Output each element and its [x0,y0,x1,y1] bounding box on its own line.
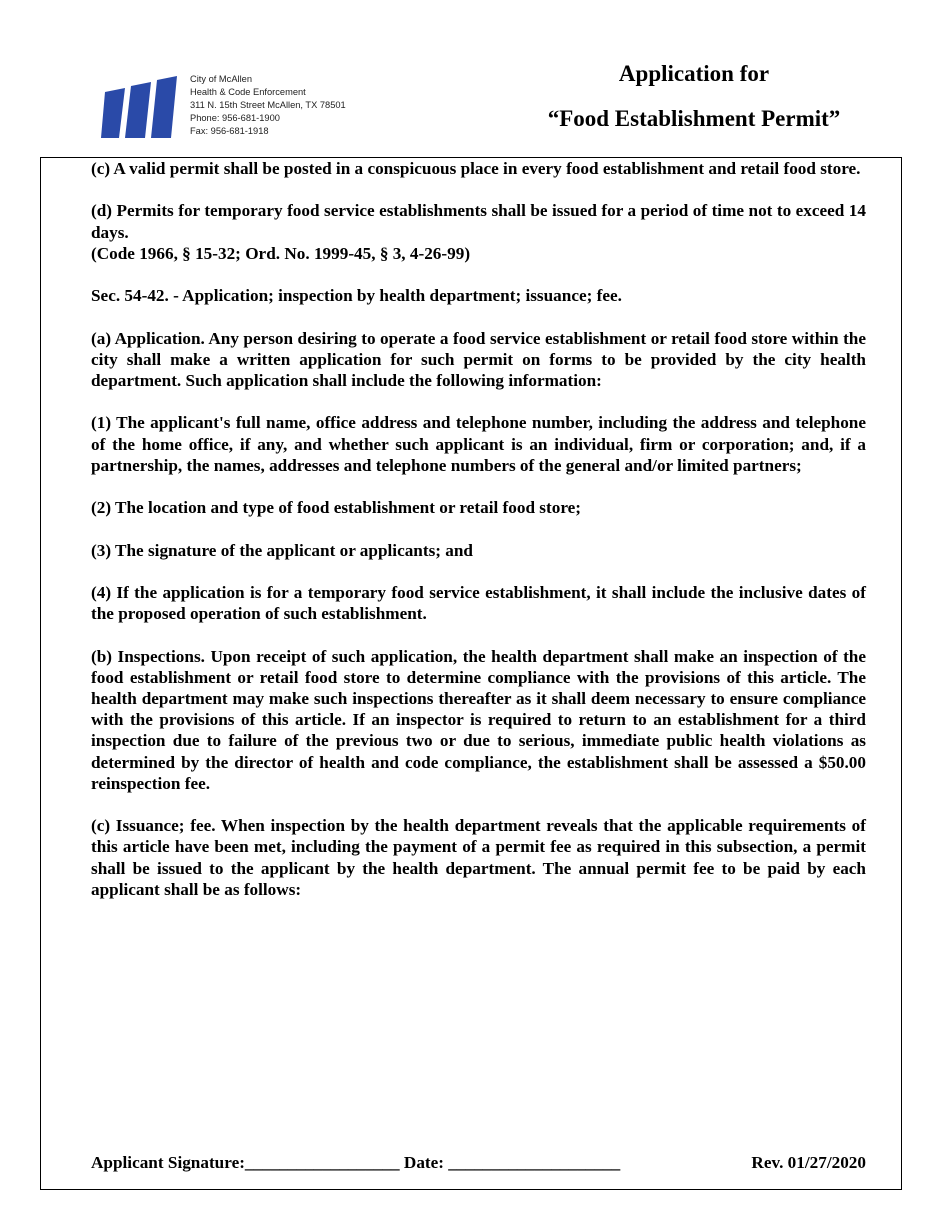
paragraph-a-application: (a) Application. Any person desiring to operate a food service establishment or retail food store within the city shall make a written application for such permit on forms to be provided by the city health department. Such application shall include the following information: [91,328,866,390]
paragraph-2-location: (2) The location and type of food establishment or retail food store; [91,498,581,518]
revision-date: Rev. 01/27/2020 [751,1153,866,1172]
logo-bar-3 [151,76,177,138]
page-title-line-1: Application for [618,61,770,86]
logo-bar-2 [125,82,151,138]
document-body [91,158,866,921]
org-address: 311 N. 15th Street McAllen, TX 78501 [190,100,346,110]
paragraph-1-applicant-info: (1) The applicant's full name, office address and telephone number, including the address and telephone of the home office, if any, and whether such applicant is an individual, firm or corporation; and, if a partnership, the names, addresses and telephone numbers of the general and/or limited partners; [91,413,866,475]
page-title-line-2: “Food Establishment Permit” [547,106,841,131]
org-fax: Fax: 956-681-1918 [190,126,269,136]
paragraph-b-inspections: (b) Inspections. Upon receipt of such application, the health department shall make an inspection of the food establishment or retail food store to determine compliance with the provisions of this article. The health department may make such inspections thereafter as it shall deem necessary to ensure compliance with the provisions of this article. If an inspector is required to return to an establishment for a third inspection due to failure of the previous two or due to serious, immediate public health violations as determined by the director of health and code compliance, the establishment shall be assessed a $50.00 reinspection fee. [91,646,866,793]
paragraph-4-temporary-dates: (4) If the application is for a temporary food service establishment, it shall include the inclusive dates of the proposed operation of such establishment. [91,582,866,624]
applicant-signature-line[interactable]: Applicant Signature:__________________ [91,1153,400,1172]
org-department: Health & Code Enforcement [190,87,306,97]
signature-footer [91,1152,866,1173]
logo-bar-1 [101,88,125,138]
org-phone: Phone: 956-681-1900 [190,113,280,123]
city-logo-icon [101,76,181,140]
date-line[interactable]: Date: ____________________ [403,1153,621,1172]
paragraph-c-posting: (c) A valid permit shall be posted in a conspicuous place in every food establishment and retail food store. [91,159,861,178]
paragraph-3-signature: (3) The signature of the applicant or applicants; and [91,540,473,560]
org-name: City of McAllen [190,74,252,84]
paragraph-d-temporary: (d) Permits for temporary food service establishments shall be issued for a period of time not to exceed 14 days. [91,201,866,242]
section-heading: Sec. 54-42. - Application; inspection by health department; issuance; fee. [91,286,622,306]
paragraph-c-issuance-fee: (c) Issuance; fee. When inspection by the health department reveals that the applicable requirements of this article have been met, including the payment of a permit fee as required in this subsection, a permit shall be issued to the applicant by the health department. The annual permit fee to be paid by each applicant shall be as follows: [91,816,866,899]
organization-info [190,73,346,138]
code-citation: (Code 1966, § 15-32; Ord. No. 1999-45, § 3, 4-26-99) [91,243,471,263]
